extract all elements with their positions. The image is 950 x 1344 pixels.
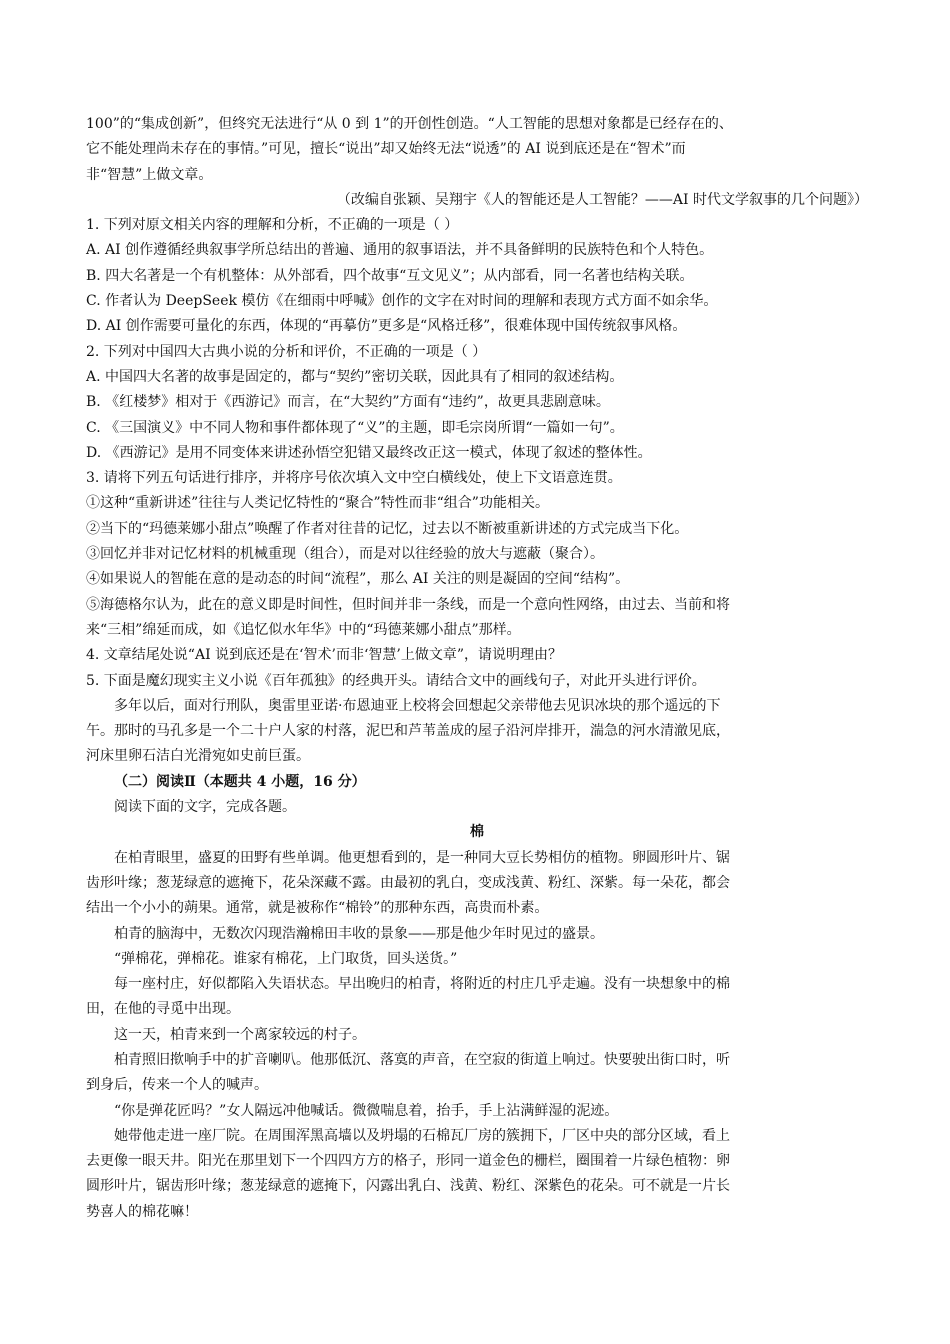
question-2-option-c: C. 《三国演义》中不同人物和事件都体现了“义”的主题，即毛宗岗所谓“一篇如一句”。 (86, 419, 624, 436)
question-5-stem: 5. 下面是魔幻现实主义小说《百年孤独》的经典开头。请结合文中的画线句子，对此开头进行评价。 (86, 672, 706, 689)
question-1-option-b: B. 四大名著是一个有机整体：从外部看，四个故事“互文见义”；从内部看，同一名著也结构关联。 (86, 267, 694, 284)
article-line: 她带他走进一座厂院。在周围浑黑高墙以及坍塌的石棉瓦厂房的簇拥下，厂区中央的部分区域，看上 (114, 1127, 730, 1144)
article-line: 柏青的脑海中，无数次闪现浩瀚棉田丰收的景象——那是他少年时见过的盛景。 (114, 925, 604, 942)
article-line: 到身后，传来一个人的喊声。 (86, 1077, 268, 1094)
section-instruction: 阅读下面的文字，完成各题。 (114, 799, 296, 816)
question-2-stem: 2. 下列对中国四大古典小说的分析和评价，不正确的一项是（ ） (86, 343, 487, 360)
article-line: 势喜人的棉花嘛！ (86, 1203, 198, 1220)
section-heading: （二）阅读Ⅱ（本题共 4 小题，16 分） (114, 773, 366, 790)
question-3-item-2: ②当下的“玛德莱娜小甜点”唤醒了作者对往昔的记忆，过去以不断被重新讲述的方式完成当下化。 (86, 520, 689, 537)
article-line: 结出一个小小的蒴果。通常，就是被称作“棉铃”的那种东西，高贵而朴素。 (86, 900, 549, 917)
excerpt-line: 河床里卵石洁白光滑宛如史前巨蛋。 (86, 748, 310, 765)
question-3-item-1: ①这种“重新讲述”往往与人类记忆特性的“聚合”特性而非“组合”功能相关。 (86, 495, 549, 512)
article-line: 在柏青眼里，盛夏的田野有些单调。他更想看到的，是一种同大豆长势相仿的植物。卵圆形叶片、锯 (114, 849, 730, 866)
passage-source: （改编自张颖、吴翔宇《人的智能还是人工智能？——AI 时代文学叙事的几个问题》） (336, 191, 868, 208)
question-3-stem: 3. 请将下列五句话进行排序，并将序号依次填入文中空白横线处，使上下文语意连贯。 (86, 470, 622, 487)
question-2-option-a: A. 中国四大名著的故事是固定的，都与“契约”密切关联，因此具有了相同的叙述结构。 (86, 368, 624, 385)
article-line: 这一天，柏青来到一个离家较远的村子。 (114, 1026, 366, 1043)
article-line: “你是弹花匠吗？”女人隔远冲他喊话。微微喘息着，抬手，手上沾满鲜湿的泥迹。 (114, 1102, 619, 1119)
question-1-stem: 1. 下列对原文相关内容的理解和分析，不正确的一项是（ ） (86, 217, 459, 234)
question-3-item-3: ③回忆并非对记忆材料的机械重现（组合），而是对以往经验的放大与遮蔽（聚合）。 (86, 546, 604, 563)
article-line: 去更像一眼天井。阳光在那里划下一个四四方方的格子，形同一道金色的栅栏，圈围着一片绿色植物：卵 (86, 1153, 730, 1170)
question-1-option-a: A. AI 创作遵循经典叙事学所总结出的普遍、通用的叙事语法，并不具备鲜明的民族特色和个人特色。 (86, 242, 714, 259)
question-1-option-d: D. AI 创作需要可量化的东西，体现的“再摹仿”更多是“风格迁移”，很难体现中国传统叙事风格。 (86, 318, 687, 335)
passage-line: 非“智慧”上做文章。 (86, 166, 213, 183)
article-line: “弹棉花，弹棉花。谁家有棉花，上门取货，回头送货。” (114, 950, 458, 967)
question-3-item-5: ⑤海德格尔认为，此在的意义即是时间性，但时间并非一条线，而是一个意向性网络，由过去、当前和将 (86, 596, 730, 613)
question-4-stem: 4. 文章结尾处说“AI 说到底还是在‘智术’而非‘智慧’上做文章”，请说明理由？ (86, 647, 563, 664)
article-line: 田，在他的寻觅中出现。 (86, 1001, 240, 1018)
excerpt-line: 多年以后，面对行刑队，奥雷里亚诺·布恩迪亚上校将会回想起父亲带他去见识冰块的那个遥远的下 (114, 697, 721, 714)
passage-line: 100”的“集成创新”，但终究无法进行“从 0 到 1”的开创性创造。“人工智能的思想对象都是已经存在的、 (86, 116, 733, 132)
question-2-option-b: B. 《红楼梦》相对于《西游记》而言，在“大契约”方面有“违约”，故更具悲剧意味。 (86, 394, 610, 411)
article-line: 每一座村庄，好似都陷入失语状态。早出晚归的柏青，将附近的村庄几乎走遍。没有一块想象中的棉 (114, 976, 730, 993)
question-3-item-4: ④如果说人的智能在意的是动态的时间“流程”，那么 AI 关注的则是凝固的空间“结构”。 (86, 571, 630, 588)
question-2-option-d: D. 《西游记》是用不同变体来讲述孙悟空犯错又最终改正这一模式，体现了叙述的整体性。 (86, 444, 652, 461)
exam-page (86, 112, 868, 1225)
passage-line: 它不能处理尚未存在的事情。”可见，擅长“说出”却又始终无法“说透”的 AI 说到底还是在“智术”而 (86, 141, 686, 158)
article-title: 棉 (470, 824, 484, 841)
excerpt-line: 午。那时的马孔多是一个二十户人家的村落，泥巴和芦苇盖成的屋子沿河岸排开，湍急的河水清澈见底， (86, 723, 730, 740)
article-line: 圆形叶片，锯齿形叶缘；葱茏绿意的遮掩下，闪露出乳白、浅黄、粉红、深紫色的花朵。可不就是一片长 (86, 1178, 730, 1195)
question-3-item-5-cont: 来“三相”绵延而成，如《追忆似水年华》中的“玛德莱娜小甜点”那样。 (86, 621, 521, 638)
article-line: 柏青照旧揿响手中的扩音喇叭。他那低沉、落寞的声音，在空寂的街道上响过。快要驶出街口时，听 (114, 1051, 730, 1068)
question-1-option-c: C. 作者认为 DeepSeek 模仿《在细雨中呼喊》创作的文字在对时间的理解和表现方式方面不如余华。 (86, 293, 718, 310)
article-line: 齿形叶缘；葱茏绿意的遮掩下，花朵深藏不露。由最初的乳白，变成浅黄、粉红、深紫。每一朵花，都会 (86, 874, 730, 891)
